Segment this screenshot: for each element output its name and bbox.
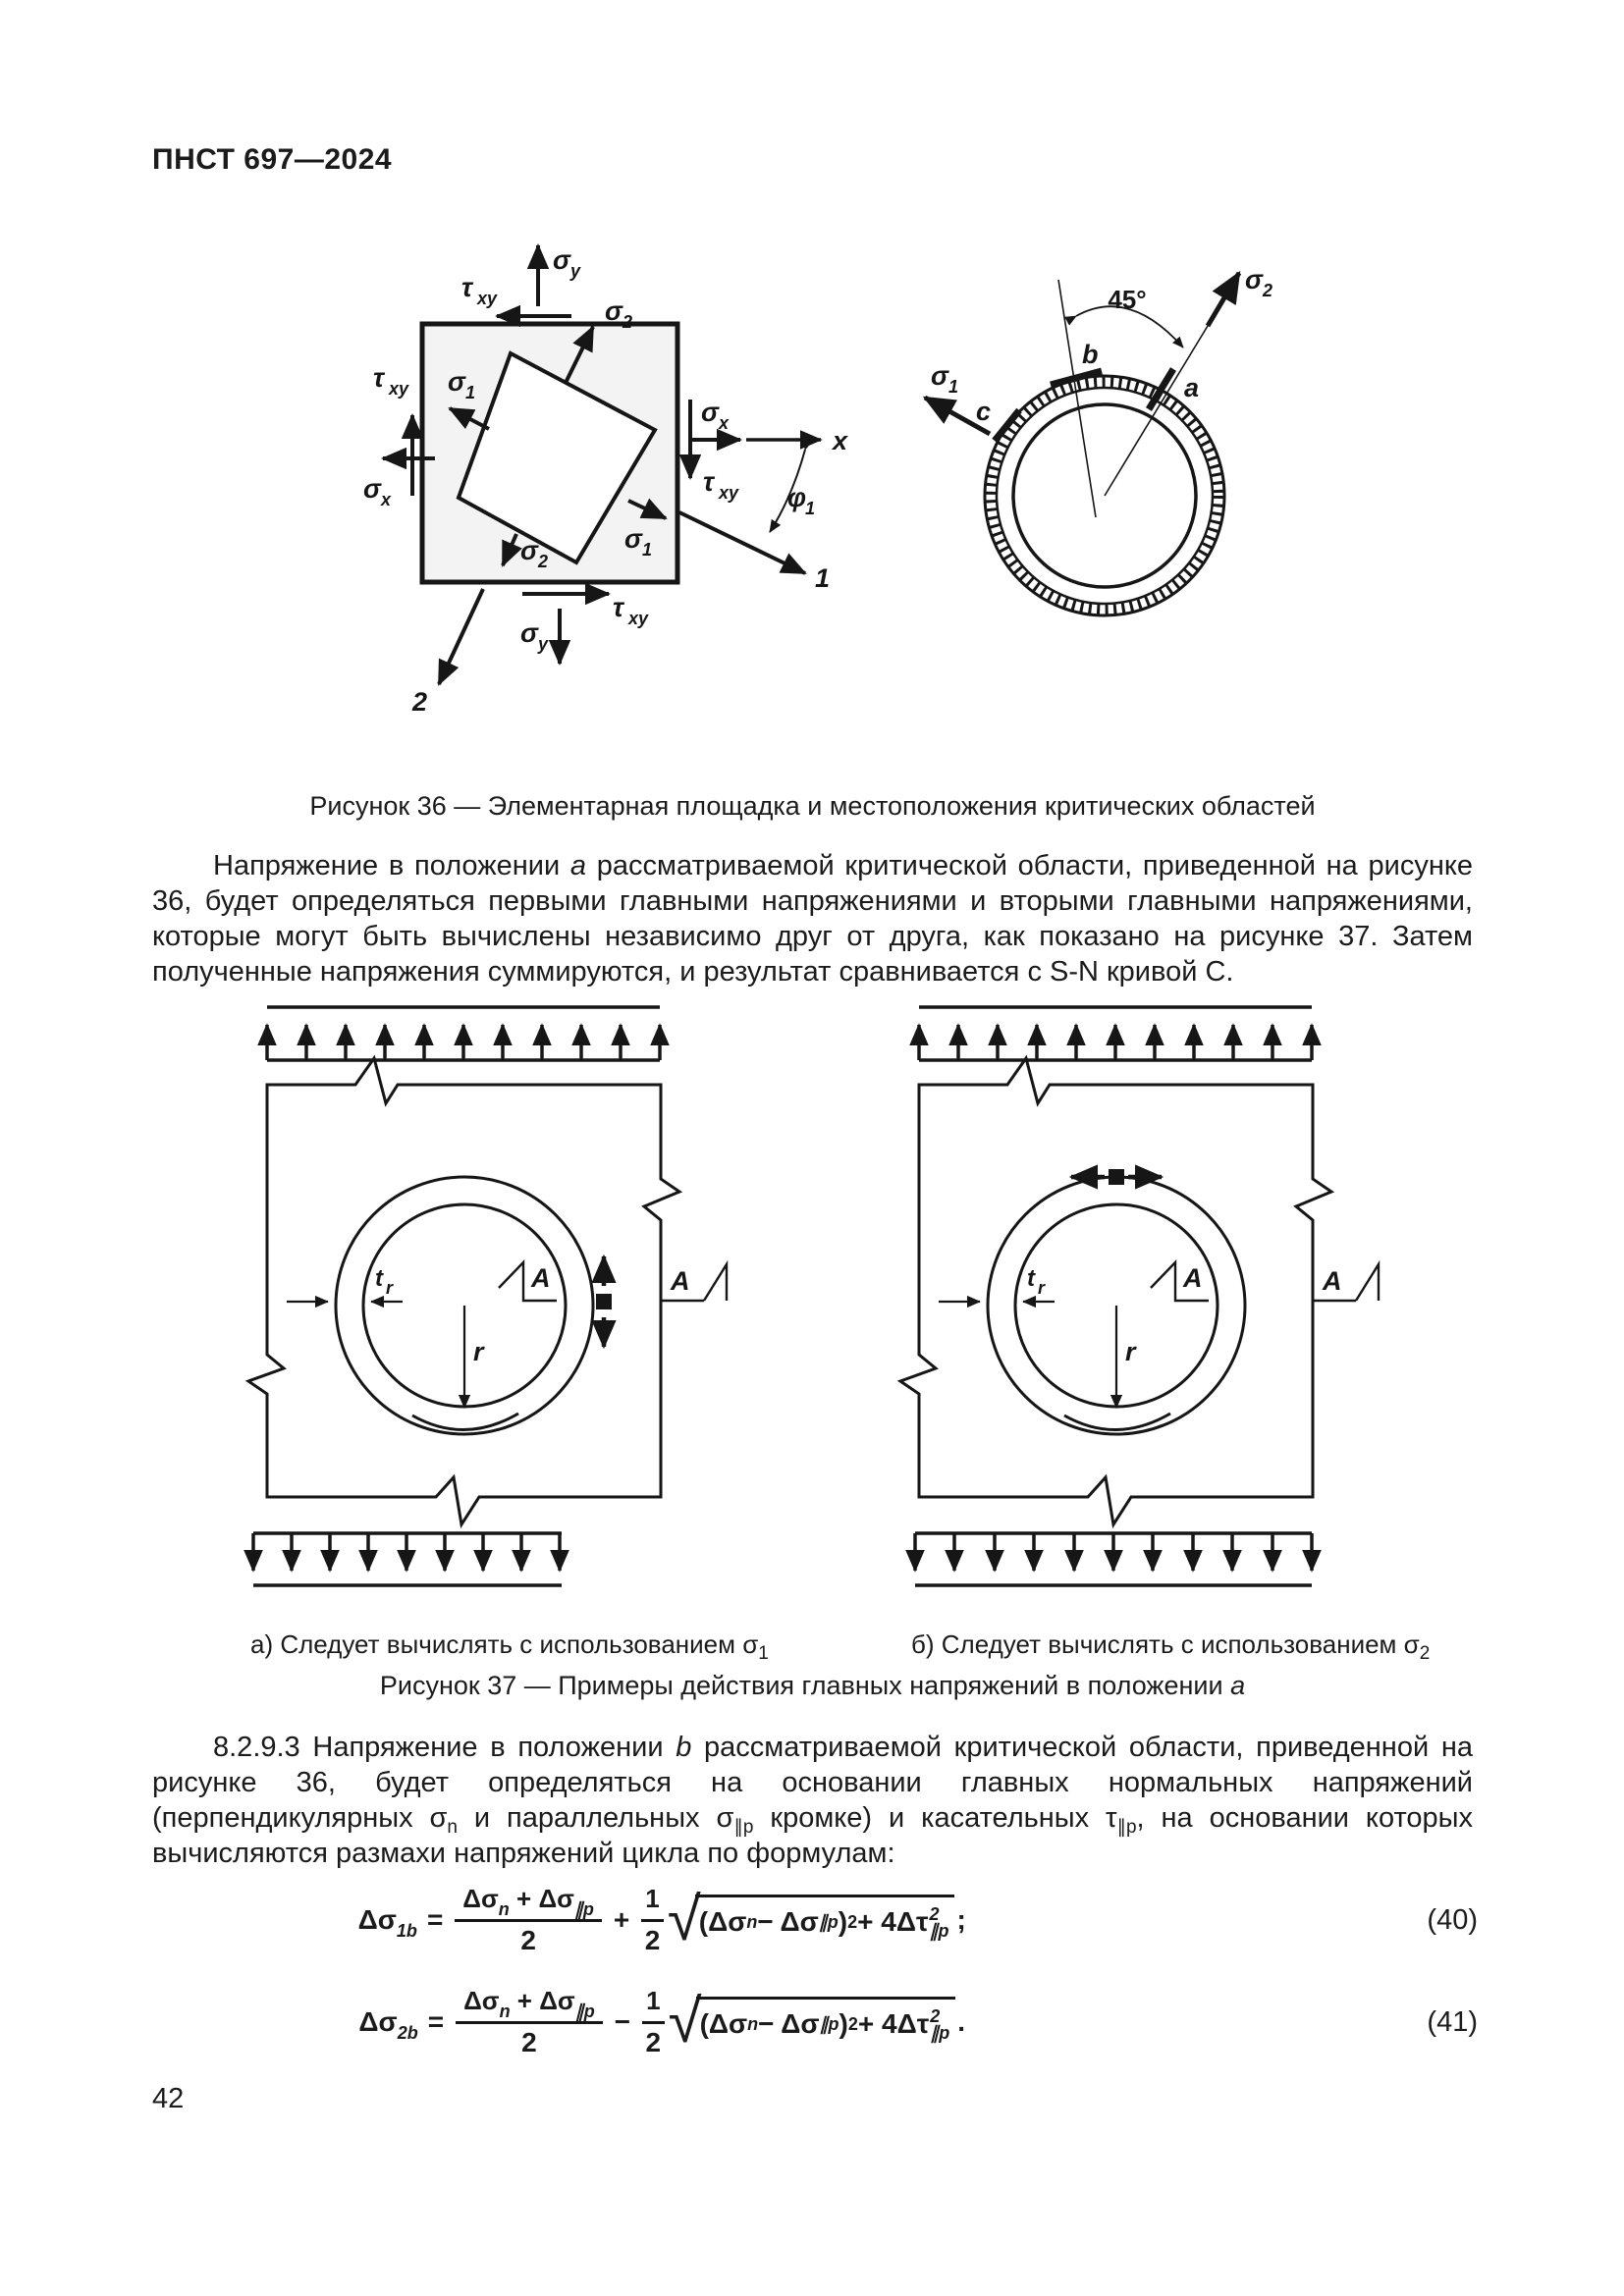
tau-xy-top-label: τ	[461, 273, 473, 302]
svg-text:r: r	[1038, 1278, 1046, 1298]
stress-element-square	[383, 245, 821, 684]
equation-40-number: (40)	[1427, 1903, 1478, 1936]
sigma-2-arrow-label: σ	[1245, 265, 1263, 294]
distributed-load-top	[267, 1007, 660, 1060]
svg-text:y: y	[538, 634, 549, 654]
sigma-2-top-label: σ	[605, 296, 623, 326]
sigma-1-bottom-label: σ	[624, 524, 642, 554]
distributed-load-bottom	[253, 1533, 562, 1585]
position-b-label: b	[1082, 340, 1099, 369]
position-a-label: a	[1184, 373, 1200, 402]
phi-1-label: φ	[787, 483, 806, 512]
section-a-label-outside: A	[1323, 1266, 1342, 1296]
section-a-label-inside: A	[1183, 1263, 1203, 1293]
sigma-1-arrow-label: σ	[931, 361, 948, 391]
svg-text:x: x	[719, 413, 730, 433]
tau-xy-left-label: τ	[373, 363, 385, 393]
section-a-label-outside: A	[671, 1266, 690, 1296]
figure-36-caption: Рисунок 36 — Элементарная площадка и местоположения критических областей	[309, 791, 1316, 821]
axis-2-label: 2	[412, 687, 428, 717]
svg-text:2: 2	[623, 312, 633, 332]
paragraph-8-2-9-3: 8.2.9.3 Напряжение в положении b рассматриваемой критической области, приведенной на рисунке 36, будет определяться на основании главных нормальных напряжений (перпендикулярных $\sigma_n$ и параллельных $\sigma_{\parallel p}$ кромке) и касательных $\tau_{\parallel p}$, на основании которых вычисляются размахи напряжений цикла по формулам:	[152, 1732, 1473, 1869]
figure-37b	[884, 989, 1414, 1628]
svg-text:2: 2	[538, 552, 549, 571]
svg-text:xy: xy	[389, 379, 409, 399]
sigma-y-bottom-label: σ	[520, 618, 538, 648]
plate-outline	[900, 1058, 1331, 1524]
svg-text:xy: xy	[477, 289, 498, 308]
svg-text:1: 1	[465, 383, 476, 402]
svg-text:1: 1	[805, 499, 816, 518]
x-axis-label: x	[833, 426, 848, 455]
sigma-x-right-label: σ	[701, 398, 719, 427]
equation-41-number: (41)	[1427, 2005, 1478, 2038]
figure-37a-labels	[375, 1263, 690, 1366]
figure-37-caption: Рисунок 37 — Примеры действия главных напряжений в положении a	[379, 1671, 1246, 1700]
equation-41-body: $\Delta\sigma_{2b}$ = $\frac{\Delta\sigma_n + \Delta\sigma_{\parallel p}}{2}$ − $\frac{1}{2}$ √ (Δσ n − Δσ ∥p ) 2 + 4Δτ 2 ∥p .	[358, 1986, 965, 2057]
svg-text:x: x	[381, 490, 392, 509]
svg-text:1: 1	[948, 377, 959, 397]
svg-text:2: 2	[1263, 281, 1273, 300]
paragraph-1: Напряжение в положении a рассматриваемой критической области, приведенной на рисунке 36, будет определяться первыми главными напряжениями и вторыми главными напряжениями, которые могут быть вычислены независимо друг от друга, как показано на рисунке 37. Затем полученные напряжения суммируются, и результат сравнивается с S-N кривой С.	[152, 850, 1473, 988]
svg-text:xy: xy	[719, 483, 739, 503]
plate-outline	[248, 1058, 679, 1524]
fraction-1: $\frac{\Delta\sigma_n + \Delta\sigma_{\parallel p}}{2}$	[456, 1986, 603, 2058]
fraction-half: $\frac{1}{2}$	[641, 1884, 663, 1956]
figure-37b-labels	[1027, 1263, 1342, 1366]
weld-detail-vertical	[596, 1256, 612, 1347]
figure-36	[275, 188, 1375, 802]
pipe-cross-section-labels	[931, 265, 1272, 426]
svg-text:1: 1	[642, 540, 653, 560]
radical: √ (Δσ n − Δσ ∥p ) 2 + 4Δτ 2 ∥p	[669, 1995, 956, 2050]
distributed-load-top	[919, 1007, 1312, 1060]
sigma-x-left-label: σ	[363, 474, 381, 504]
fraction-1: $\frac{\Delta\sigma_n + \Delta\sigma_{\parallel p}}{2}$	[455, 1884, 602, 1956]
figure-37a-subcaption: а) Следует вычислять с использованием $\sigma_1$	[250, 1629, 769, 1664]
sigma-y-top-label: σ	[553, 245, 570, 275]
equation-41	[152, 1975, 1478, 2069]
figure-37b-subcaption: б) Следует вычислять с использованием $\sigma_2$	[911, 1629, 1431, 1664]
radius-label: r	[473, 1337, 484, 1366]
tau-xy-right-label: τ	[703, 467, 715, 497]
distributed-load-bottom	[915, 1533, 1312, 1585]
figure-37a	[232, 989, 762, 1628]
t-r-label: t	[375, 1265, 383, 1292]
angle-45-label: 45°	[1108, 285, 1147, 314]
tau-xy-bottom-label: τ	[613, 593, 624, 622]
weld-detail-horizontal	[1071, 1169, 1162, 1185]
pipe-cross-section	[925, 273, 1239, 615]
svg-text:y: y	[570, 261, 581, 281]
axis-1-label: 1	[815, 563, 831, 593]
section-a-label-inside: A	[531, 1263, 551, 1293]
equation-40-body: $\Delta\sigma_{1b}$ = $\frac{\Delta\sigma_n + \Delta\sigma_{\parallel p}}{2}$ + $\frac{1}{2}$ √ (Δσ n − Δσ ∥p ) 2 + 4Δτ 2 ∥p ;	[357, 1884, 966, 1955]
fraction-half: $\frac{1}{2}$	[642, 1986, 664, 2058]
svg-text:xy: xy	[628, 609, 649, 628]
t-r-label: t	[1027, 1265, 1035, 1292]
position-c-label: c	[976, 397, 992, 426]
radius-label: r	[1125, 1337, 1136, 1366]
page-number: 42	[152, 2083, 185, 2114]
equation-40	[152, 1873, 1478, 1967]
page-header: ПНСТ 697—2024	[152, 143, 393, 176]
svg-text:r: r	[386, 1278, 394, 1298]
radical: √ (Δσ n − Δσ ∥p ) 2 + 4Δτ 2 ∥p	[668, 1893, 955, 1948]
sigma-2-bottom-label: σ	[520, 536, 538, 565]
sigma-1-top-label: σ	[448, 367, 465, 397]
